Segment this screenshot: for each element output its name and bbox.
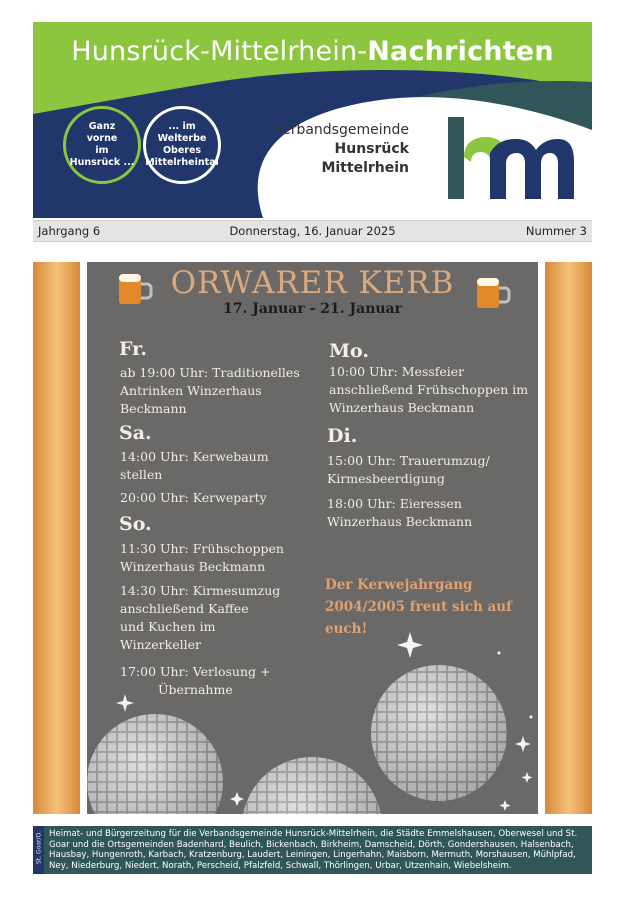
slogan-circle-left: Ganz vorne im Hunsrück ... — [63, 106, 141, 184]
day-heading-friday: Fr. — [119, 338, 148, 360]
masthead — [33, 22, 592, 218]
kerb-poster — [87, 262, 538, 814]
hm-logo — [446, 117, 576, 203]
event-sunday-2: 14:30 Uhr: Kirmesumzug anschließend Kaffee und Kuchen im Winzerkeller — [120, 583, 281, 652]
day-heading-sunday: So. — [119, 513, 152, 535]
footer-description: Heimat- und Bürgerzeitung für die Verbandsgemeinde Hunsrück-Mittelrhein, die Städte Emmelshausen, Oberwesel und St. Goar und die Ortsgemeinden Badenhard, Beulich, Bickenbach, Birkheim, Damscheid, Dörth, Gondershausen, Halsenbach, Hausbay, Hungenroth, Karbach, Kratzenburg, Laudert, Leiningen, Lingerhahn, Maisborn, Mermuth, Morshausen, Mühlpfad, Ney, Niederburg, Niedert, Norath, Perscheid, Pfalzfeld, Schwall, Thörlingen, Urbar, Utzenhain, Wiebelsheim. — [49, 829, 578, 871]
svg-text:hm: hm — [478, 118, 480, 119]
issue-number: Nummer 3 — [525, 224, 587, 238]
slogan-circle-right: ... im Welterbe Oberes Mittelrheintal — [143, 106, 221, 184]
footer-banner — [33, 826, 592, 874]
event-friday: ab 19:00 Uhr: Traditionelles Antrinken Winzerhaus Beckmann — [120, 365, 300, 416]
event-monday: 10:00 Uhr: Messfeier anschließend Frühschoppen im Winzerhaus Beckmann — [329, 364, 529, 415]
day-heading-monday: Mo. — [329, 340, 369, 362]
event-saturday-1: 14:00 Uhr: Kerwebaum stellen — [120, 449, 269, 482]
event-tuesday-1: 15:00 Uhr: Trauerumzug/ Kirmesbeerdigung — [327, 453, 490, 486]
poster-decorations — [87, 262, 538, 814]
event-sunday-3: 17:00 Uhr: Verlosung + Übernahme — [120, 664, 271, 697]
day-heading-tuesday: Di. — [327, 425, 358, 447]
issue-date: Donnerstag, 16. Januar 2025 — [229, 224, 396, 238]
event-sunday-1: 11:30 Uhr: Frühschoppen Winzerhaus Beckmann — [120, 541, 284, 574]
event-tuesday-2: 18:00 Uhr: Eieressen Winzerhaus Beckmann — [327, 496, 473, 529]
day-heading-saturday: Sa. — [119, 422, 152, 444]
edition-tag: St. Goar/O. — [33, 826, 44, 874]
issue-info-bar — [33, 220, 592, 242]
disco-ball-icon-right — [367, 662, 512, 807]
poster-note: Der Kerwejahrgang 2004/2005 freut sich auf euch! — [325, 577, 512, 637]
municipality-name: Verbandsgemeinde Hunsrück Mittelrhein — [273, 122, 409, 176]
poster-side-panel-left — [33, 262, 80, 814]
disco-ball-icon-center — [237, 752, 387, 814]
poster-side-panel-right — [545, 262, 592, 814]
poster-title: ORWARER KERB — [170, 265, 455, 301]
volume-label: Jahrgang 6 — [38, 224, 101, 238]
newspaper-title: Hunsrück-Mittelrhein-Nachrichten — [71, 36, 554, 67]
disco-ball-icon-left — [87, 712, 227, 814]
poster-dates: 17. Januar - 21. Januar — [222, 301, 403, 317]
event-saturday-2: 20:00 Uhr: Kerweparty — [120, 490, 267, 505]
